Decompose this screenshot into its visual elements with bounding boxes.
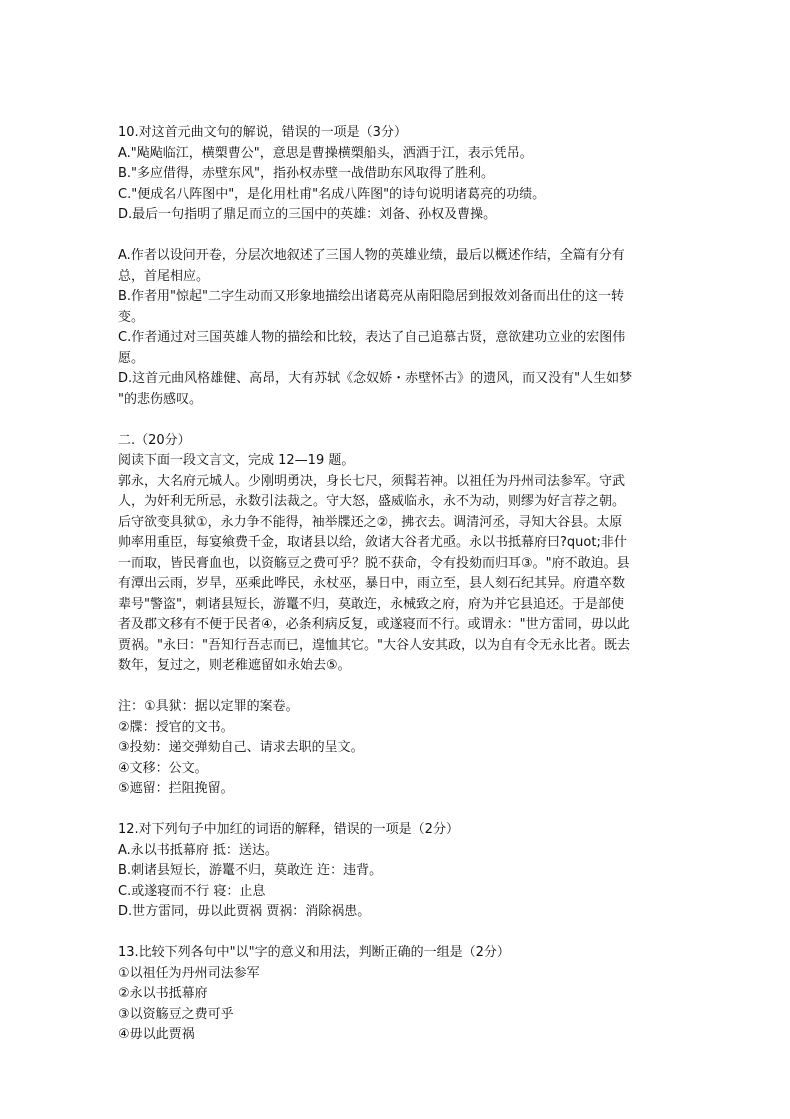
note-line: 注：①具狱：据以定罪的案卷。 bbox=[118, 699, 299, 714]
option-line: D.这首元曲风格雄健、高昂，大有苏轼《念奴娇・赤壁怀古》的遗风，而又没有"人生如梦 bbox=[118, 371, 633, 386]
note-line: ⑤遮留：拦阻挽留。 bbox=[118, 781, 234, 796]
passage-line: 后守欲变具狱①，永力争不能得，袖举牒还之②，拂衣去。调清河丞，寻知大谷县。太原 bbox=[118, 514, 623, 530]
passage-line: 郭永，大名府元城人。少刚明勇决，身长七尺，须髯若神。以祖任为丹州司法参军。守武 bbox=[118, 473, 626, 489]
question-title: 13.比较下列各句中"以"字的意义和用法，判断正确的一组是（2分） bbox=[118, 945, 510, 960]
section-2 bbox=[118, 431, 693, 677]
sentence-3: ③以资觞豆之费可乎 bbox=[118, 1006, 234, 1022]
spacer bbox=[118, 923, 693, 944]
passage-line: 者及郡文移有不便于民者④，必条利病反复，或遂寝而不行。或谓永："世方雷同，毋以此 bbox=[118, 617, 630, 632]
option-d: D.最后一句指明了鼎足而立的三国中的英雄：刘备、孙权及曹操。 bbox=[118, 207, 497, 222]
option-line: 总，首尾相应。 bbox=[118, 268, 210, 284]
question-10 bbox=[118, 123, 693, 226]
option-line: "的悲伤感叹。 bbox=[118, 391, 202, 407]
option-d: D.世方雷同，毋以此贾祸 贾祸：消除祸患。 bbox=[118, 904, 371, 919]
section-instruction: 阅读下面一段文言文，完成 12—19 题。 bbox=[118, 453, 355, 468]
note-line: ④文移：公文。 bbox=[118, 760, 208, 776]
question-13 bbox=[118, 943, 693, 1046]
question-title: 10.对这首元曲文句的解说，错误的一项是（3分） bbox=[118, 125, 407, 140]
question-title: 12.对下列句子中加红的词语的解释，错误的一项是（2分） bbox=[118, 822, 459, 837]
question-12 bbox=[118, 820, 693, 923]
exam-page bbox=[118, 123, 693, 1046]
note-line: ②牒：授官的文书。 bbox=[118, 719, 234, 735]
option-b: B."多应借得，赤壁东风"，指孙权赤壁一战借助东风取得了胜利。 bbox=[118, 166, 495, 181]
option-line: 愿。 bbox=[118, 350, 145, 366]
sentence-2: ②永以书抵幕府 bbox=[118, 986, 208, 1001]
passage-line: 数年，复过之，则老稚遮留如永始去⑤。 bbox=[118, 658, 351, 673]
spacer bbox=[118, 226, 693, 247]
option-a: A."飐飐临江，横槊曹公"，意思是曹操横槊船头，洒酒于江，表示凭吊。 bbox=[118, 145, 533, 161]
option-line: 变。 bbox=[118, 309, 145, 325]
passage-line: 人，为奸利无所忌，永数引法裁之。守大怒，盛威临永，永不为动，则缪为好言荐之朝。 bbox=[118, 494, 626, 509]
passage-line: 有潭出云雨，岁旱，巫乘此哗民，永杖巫，暴日中，雨立至，县人刻石纪其异。府遣卒数 bbox=[118, 576, 626, 591]
sentence-4: ④毋以此贾祸 bbox=[118, 1027, 195, 1042]
option-c: C."便成名八阵图中"，是化用杜甫"名成八阵图"的诗句说明诸葛亮的功绩。 bbox=[118, 186, 546, 202]
option-c: C.或遂寝而不行 寝：止息 bbox=[118, 883, 266, 899]
spacer bbox=[118, 410, 693, 431]
option-a: A.永以书抵幕府 抵：送达。 bbox=[118, 842, 278, 858]
option-line: C.作者通过对三国英雄人物的描绘和比较，表达了自己追慕古贤，意欲建功立业的宏图伟 bbox=[118, 330, 626, 345]
option-line: B.作者用"惊起"二字生动而又形象地描绘出诸葛亮从南阳隐居到报效刘备而出仕的这一转 bbox=[118, 289, 625, 304]
question-11 bbox=[118, 246, 693, 410]
section-heading: 二.（20分） bbox=[118, 432, 191, 448]
passage-line: 帅率用重臣，每宴飨费千金，取诸县以给，敛诸大谷者尤亟。永以书抵幕府曰?quot;非什 bbox=[118, 535, 627, 550]
annotations bbox=[118, 697, 693, 800]
passage-line: 一而取，皆民膏血也，以资觞豆之费可乎？脱不获命，令有投劾而归耳③。"府不敢迫。县 bbox=[118, 555, 630, 571]
spacer bbox=[118, 677, 693, 698]
classical-passage bbox=[118, 472, 693, 677]
passage-line: 贾祸。"永曰："吾知行吾志而已，遑恤其它。"大谷人安其政，以为自有令无永比者。既去 bbox=[118, 637, 630, 653]
sentence-1: ①以祖任为丹州司法参军 bbox=[118, 965, 260, 981]
option-line: A.作者以设问开卷，分层次地叙述了三国人物的英雄业绩，最后以概述作结，全篇有分有 bbox=[118, 248, 625, 263]
passage-line: 辈号"警盗"，刺诸县短长，游鼍不归，莫敢迕，永械致之府，府为并它县追还。于是部使 bbox=[118, 596, 624, 612]
spacer bbox=[118, 800, 693, 821]
note-line: ③投劾：递交弹劾自己、请求去职的呈文。 bbox=[118, 740, 364, 755]
option-b: B.刺诸县短长，游鼍不归，莫敢迕 迕：违背。 bbox=[118, 863, 383, 878]
